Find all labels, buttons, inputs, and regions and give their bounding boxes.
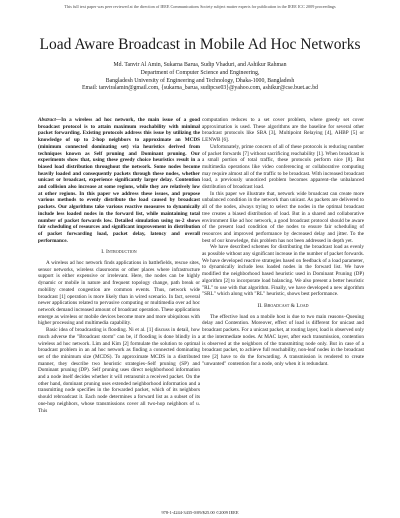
intro-paragraph-1: A wireless ad hoc network finds applications in battlefields, rescue sites, sensor networks, wireless classrooms or other places where infrastructure support is either expensive or irrelevant. Here, the nodes can be highly dynamic or mobile in nature and frequent topology change, path break or mobility created congestion are common events. Thus, network wide broadcast [1] operation is more likely than in wired scenario. In fact, several newer applications related to pervasive computing or multimedia over ad hoc network demand increased amount of broadcast operation. These applications emerge as wireless or mobile devices become more and more ubiquitous with higher processing and multimedia capability. (38, 260, 200, 327)
abstract (38, 117, 200, 244)
author-names: Md. Tanvir Al Amin, Sukarna Barua, Sudip Vhaduri, and Ashikur Rahman (113, 62, 287, 68)
section-heading-broadcast-load: II. Broadcast & Load (257, 302, 309, 309)
intro-paragraph-2: Basic idea of broadcasting is flooding. Ni et al. [1] discuss in detail, how much adverse the "Broadcast storm" can be, if flooding is done blindly in a wireless ad hoc network. Lim and Kim [2] formulate the solution to optimal broadcast problem in an ad hoc network as finding a connected dominating set of the minimum size (MCDS). To approximate MCDS in a distributed manner, they describe two heuristic strategies–Self pruning (SP) and Dominant pruning (DP). Self pruning uses direct neighborhood information and a node itself decides whether it will retransmit a received packet. On the other hand, dominant pruning uses extended neighborhood information and a transmitting node specifies in the forwarded packet, which of its neighbors should rebroadcast it. Each node determines a forward list as a subset of its one-hop neighbors, whose transmissions cover all two-hop neighbors of u. This (38, 327, 200, 414)
right-paragraph-1: computation reduces to a set cover problem, where greedy set cover approximation is used. These algorithms are the baseline for several other broadcast protocols like SBA [3], Multipoint Relaying [4], AHBP [5] or LENWB [6]. (202, 117, 364, 144)
author-university: Bangladesh University of Engineering and Technology, Dhaka-1000, Bangladesh (105, 77, 295, 84)
right-paragraph-2: Unfortunately, prime concern of all of these protocols is reducing number of packet forwards [7] without sacrificing reachability [1]. When broadcast is a small portion of total traffic, these protocols perform nice [8]. But multimedia operations like video conferencing or collaborative computing may require almost all of the traffic to be broadcast. With increased broadcast load, a previously unnoticed problem becomes apparent–the unbalanced distribution of broadcast load. (202, 143, 364, 191)
author-block (0, 62, 400, 93)
section-heading-introduction: I. Introduction (101, 249, 137, 256)
abstract-label: Abstract (38, 117, 56, 123)
review-notice: This full text paper was peer reviewed at the direction of IEEE Communications Society subject matter experts for publication in the IEEE ICC 2009 proceedings (64, 4, 336, 9)
copyright-footer: 978-1-4244-3435-0/09/$25.00 ©2009 IEEE (161, 510, 239, 515)
left-column (38, 117, 200, 414)
right-paragraph-4: We have described schemes for distributing the broadcast load as evenly as possible without any significant increase in the number of packet forwards. We have developed reactive strategies based on feedback of a load parameter, to dynamically include less loaded nodes in the forward list. We have modified the neighborhood based heuristic used in Dominant Pruning (DP) algorithm [2] to incorporate load balancing. We also present a better heuristic "RL" to use with that algorithm. Finally, we have developed a new algorithm "SRL" which along with "RL" heuristic, shows best performance. (202, 244, 364, 298)
right-column (202, 117, 364, 367)
abstract-text: —In a wireless ad hoc network, the main issue of a good broadcast protocol is to attain maximum reachability with minimal packet forwarding. Existing protocols address this issue by utilizing the knowledge of up to 2-hop neighbors to approximate an MCDS (minimum connected dominating set) via heuristics derived from techniques known as Self pruning and Dominant pruning. Our experiments show that, using these greedy choice heuristics result in a biased load distribution throughout the network. Some nodes become heavily loaded and consequently packets through these nodes, whether unicast or broadcast, experience significantly larger delay. Contention and collision also increase at some regions, while they are relatively low at other regions. In this paper we address these issues, and propose various methods to evenly distribute the load caused by broadcast packets. Our algorithms take various reactive measures to dynamically include less loaded nodes in the forward list, while maintaining total number of packet forwards low. Detailed simulation using ns-2 shows fair scheduling of resources and significant improvement in distribution of packet forwarding load, packet delay, latency and overall performance. (38, 117, 200, 244)
right-paragraph-3: In this paper we illustrate that, network wide broadcast can create more unbalanced condition in the network than unicast. As packets are delivered to all of the nodes, always trying to select the nodes in the optimal broadcast tree creates a biased distribution of load. But in a shared and collaborative environment like ad hoc network, a good broadcast protocol should be aware of the present load condition of the nodes to ensure fair scheduling of resources and improved performance by decreased delay and jitter. To the best of our knowledge, this problem has not been addressed in depth yet. (202, 190, 364, 244)
paper-title: Load Aware Broadcast in Mobile Ad Hoc Networks (39, 36, 361, 53)
author-department: Department of Computer Science and Engineering, (140, 69, 260, 76)
right-paragraph-5: The effective load on a mobile host is due to two main reasons–Queuing delay and Contention. Moreover, effect of load is different for unicast and broadcast packets. For a unicast packet, at routing layer, load is observed only at the intermediate nodes. At MAC layer, after each transmission, contention is observed at the neighbors of the transmitting node only. But in case of a broadcast packet, to achieve full reachability, non-leaf nodes in the broadcast tree [2] have to do the forwarding. A transmission is rendered to create "unwanted" contention for a node, only when it is redundant. (202, 313, 364, 367)
author-emails: Email: tanviralamin@gmail.com, {sukarna_barua, sudipcse03}@yahoo.com, ashikur@cse.buet.ac.bd (82, 85, 318, 92)
